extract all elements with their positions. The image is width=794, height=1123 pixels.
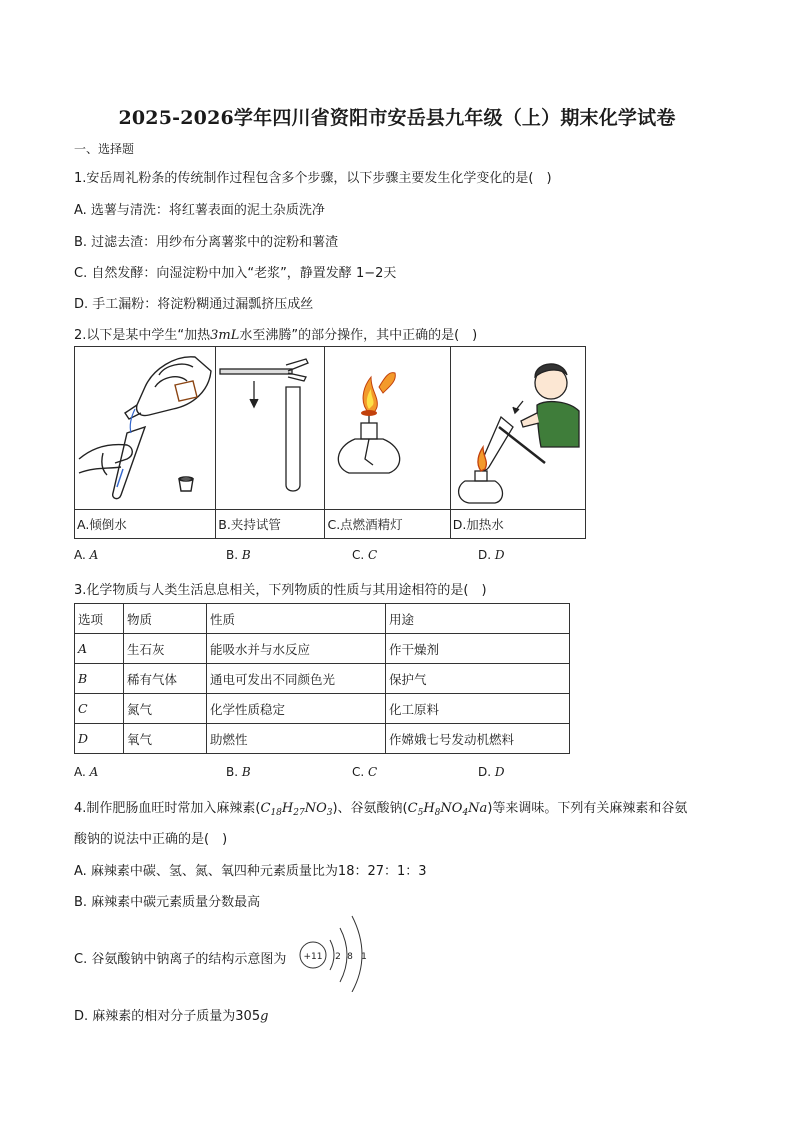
shell-3-count: 1 [361, 952, 367, 962]
formula-msg: $C_5H_8NO_4Na$ [407, 801, 488, 818]
nucleus-label: +11 [303, 952, 323, 962]
q2-caption-b: B.夹持试管 [216, 510, 325, 539]
formula-capsaicin: $C_{18}H_{27}NO_3$ [260, 801, 333, 818]
table-header-row [75, 604, 570, 634]
heating-water-illustration [450, 347, 585, 510]
header-cell: 物质 [124, 604, 207, 634]
q2-choice-b[interactable]: B. B [226, 548, 251, 562]
q1-option-b[interactable]: B. 过滤去渣：用纱布分离薯浆中的淀粉和薯渣 [74, 235, 339, 250]
q1-option-d[interactable]: D. 手工漏粉：将淀粉糊通过漏瓢挤压成丝 [74, 297, 314, 312]
q2-choices [74, 548, 594, 566]
q2-caption-d: D.加热水 [450, 510, 585, 539]
q3-stem: 3.化学物质与人类生活息息相关，下列物质的性质与其用途相符的是( ) [74, 583, 487, 598]
q4-stem: 4.制作肥肠血旺时常加入麻辣素$(C_{18}H_{27}NO_3)$、谷氨酸钠$(C_5H_8NO_4Na)$等来调味。下列有关麻辣素和谷氨 [74, 801, 688, 818]
q1-stem: 1.安岳周礼粉条的传统制作过程包含多个步骤，以下步骤主要发生化学变化的是( ) [74, 171, 552, 186]
table-row: C 氮气 化学性质稳定 化工原料 [75, 694, 570, 724]
sodium-ion-structure-diagram [296, 912, 376, 992]
q2-choice-c[interactable]: C. C [352, 548, 378, 562]
q3-choices [74, 765, 594, 783]
q2-image-table [74, 346, 586, 539]
q2-caption-a: A.倾倒水 [75, 510, 216, 539]
table-row: B 稀有气体 通电可发出不同颜色光 保护气 [75, 664, 570, 694]
q2-stem: 2.以下是某中学生“加热3mL水至沸腾”的部分操作，其中正确的是( ) [74, 328, 478, 343]
header-cell: 选项 [75, 604, 124, 634]
q2-caption-c: C.点燃酒精灯 [325, 510, 450, 539]
pouring-water-illustration [75, 347, 216, 510]
q3-choice-d[interactable]: D. D [478, 765, 505, 779]
shell-1-count: 2 [335, 952, 341, 962]
section-heading: 一、选择题 [74, 142, 135, 156]
shell-2-count: 8 [347, 952, 353, 962]
q4-option-b[interactable]: B. 麻辣素中碳元素质量分数最高 [74, 895, 261, 910]
q3-choice-a[interactable]: A. A [74, 765, 99, 779]
q3-choice-b[interactable]: B. B [226, 765, 251, 779]
lighting-alcohol-lamp-illustration [325, 347, 450, 510]
q2-volume: 3mL [210, 328, 240, 343]
q3-table [74, 603, 570, 754]
q4-option-a[interactable]: A. 麻辣素中碳、氢、氮、氧四种元素质量比为18：27：1：3 [74, 864, 427, 879]
table-row: D 氧气 助燃性 作嫦娥七号发动机燃料 [75, 724, 570, 754]
q3-choice-c[interactable]: C. C [352, 765, 378, 779]
q2-choice-d[interactable]: D. D [478, 548, 505, 562]
exam-title: 2025-2026学年四川省资阳市安岳县九年级（上）期末化学试卷 [118, 107, 676, 129]
holding-test-tube-illustration [216, 347, 325, 510]
header-cell: 性质 [207, 604, 386, 634]
q4-stem-line2: 酸钠的说法中正确的是( ) [74, 832, 228, 847]
table-row: A 生石灰 能吸水并与水反应 作干燥剂 [75, 634, 570, 664]
q4-option-d[interactable]: D. 麻辣素的相对分子质量为305g [74, 1009, 269, 1024]
header-cell: 用途 [386, 604, 570, 634]
q4-option-c[interactable]: C. 谷氨酸钠中钠离子的结构示意图为 [74, 952, 287, 967]
q2-choice-a[interactable]: A. A [74, 548, 99, 562]
q1-option-c[interactable]: C. 自然发酵：向湿淀粉中加入“老浆”，静置发酵 1−2天 [74, 266, 397, 281]
q1-option-a[interactable]: A. 选薯与清洗：将红薯表面的泥土杂质洗净 [74, 203, 325, 218]
